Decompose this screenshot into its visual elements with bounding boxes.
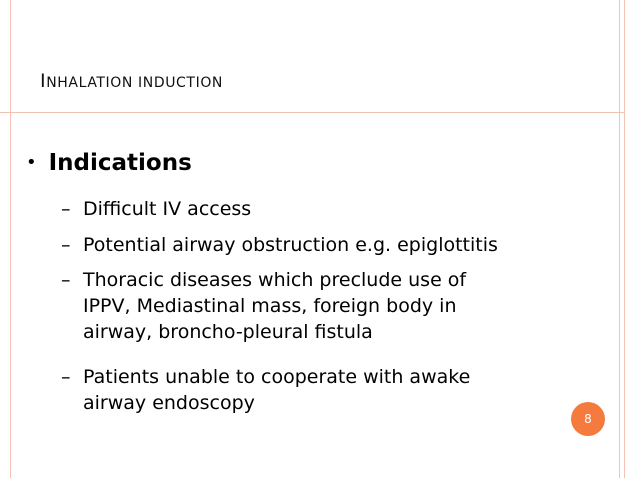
bullet-icon: • bbox=[26, 152, 37, 173]
list-item-text: Patients unable to cooperate with awake airway endoscopy bbox=[83, 366, 471, 414]
list-item bbox=[61, 196, 251, 222]
title-text: NHALATION INDUCTION bbox=[46, 75, 224, 91]
dash-marker: – bbox=[61, 269, 71, 291]
dash-marker: – bbox=[61, 198, 71, 220]
list-item-text: Difficult IV access bbox=[83, 198, 252, 220]
heading-text: Indications bbox=[48, 150, 192, 176]
decorative-rule bbox=[619, 0, 620, 478]
slide-title bbox=[40, 70, 223, 92]
dash-marker: – bbox=[61, 366, 71, 388]
list-item bbox=[61, 364, 470, 416]
list-item bbox=[61, 267, 466, 345]
page-number-badge: 8 bbox=[571, 402, 605, 436]
dash-marker: – bbox=[61, 234, 71, 256]
title-initial: I bbox=[40, 70, 47, 92]
list-item-text: Potential airway obstruction e.g. epiglottitis bbox=[83, 234, 498, 256]
list-item-text: Thoracic diseases which preclude use of IPPV, Mediastinal mass, foreign body in airway, broncho-pleural fistula bbox=[83, 269, 467, 343]
list-item bbox=[61, 232, 498, 258]
bullet-heading bbox=[26, 150, 192, 176]
title-divider bbox=[0, 112, 625, 113]
